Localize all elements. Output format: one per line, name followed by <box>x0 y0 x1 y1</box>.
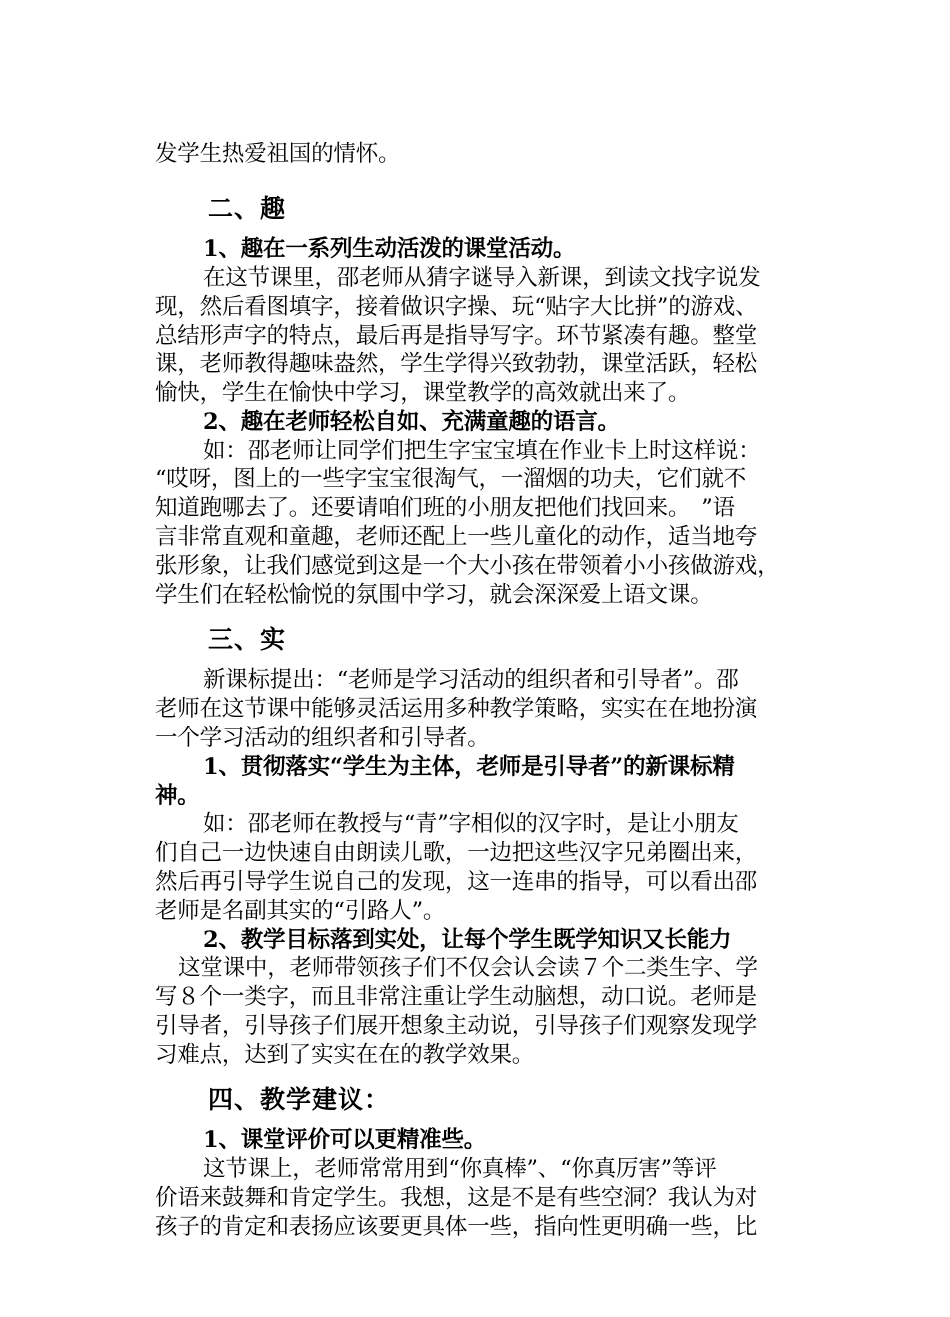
paragraph-line: 一个学习活动的组织者和引导者。 <box>155 725 490 751</box>
paragraph-line: 价语来鼓舞和肯定学生。我想，这是不是有些空洞？我认为对 <box>155 1185 758 1211</box>
paragraph-line: 习难点，达到了实实在在的教学效果。 <box>155 1042 535 1068</box>
paragraph-line: 这堂课中，老师带领孩子们不仅会认会读７个二类生字、学 <box>178 955 758 981</box>
subsection-title: 1、趣在一系列生动活泼的课堂活动。 <box>203 236 576 262</box>
paragraph-line: 老师在这节课中能够灵活运用多种教学策略，实实在在地扮演 <box>155 696 758 722</box>
paragraph-line: 张形象，让我们感觉到这是一个大小孩在带领着小小孩做游戏， <box>155 553 780 579</box>
section-heading: 四、教学建议： <box>208 1085 391 1114</box>
paragraph-line: 学生们在轻松愉悦的氛围中学习，就会深深爱上语文课。 <box>155 582 713 608</box>
paragraph-line: 如：邵老师让同学们把生字宝宝填在作业卡上时这样说： <box>203 438 761 464</box>
paragraph-line: 现，然后看图填字，接着做识字操、玩“贴字大比拼”的游戏、 <box>155 294 758 320</box>
section-heading: 二、趣 <box>208 194 287 223</box>
paragraph-line: 然后再引导学生说自己的发现，这一连串的指导，可以看出邵 <box>155 869 758 895</box>
paragraph-line: “哎呀，图上的一些字宝宝很淘气，一溜烟的功夫，它们就不 <box>155 466 747 492</box>
paragraph-line: 写８个一类字，而且非常注重让学生动脑想，动口说。老师是 <box>155 984 758 1010</box>
paragraph-line: 言非常直观和童趣，老师还配上一些儿童化的动作，适当地夸 <box>155 524 758 550</box>
paragraph-line: 如：邵老师在教授与“青”字相似的汉字时，是让小朋友 <box>203 811 739 837</box>
paragraph-line: 愉快，学生在愉快中学习，课堂教学的高效就出来了。 <box>155 380 691 406</box>
paragraph-line: 总结形声字的特点，最后再是指导写字。环节紧凑有趣。整堂 <box>155 323 758 349</box>
paragraph-line: 这节课上，老师常常用到“你真棒”、“你真厉害”等评 <box>203 1156 717 1182</box>
subsection-title: 1、贯彻落实“学生为主体，老师是引导者”的新课标精 <box>203 754 735 780</box>
subsection-title: 2、教学目标落到实处，让每个学生既学知识又长能力 <box>203 927 732 953</box>
paragraph-line: 知道跑哪去了。还要请咱们班的小朋友把他们找回来。 ”语 <box>155 495 735 521</box>
subsection-title: 神。 <box>155 783 200 809</box>
paragraph-line: 发学生热爱祖国的情怀。 <box>155 141 401 167</box>
paragraph-line: 孩子的肯定和表扬应该要更具体一些，指向性更明确一些，比 <box>155 1214 758 1240</box>
paragraph-line: 新课标提出：“老师是学习活动的组织者和引导者”。邵 <box>203 667 739 693</box>
paragraph-line: 老师是名副其实的“引路人”。 <box>155 898 446 924</box>
subsection-title: 2、趣在老师轻松自如、充满童趣的语言。 <box>203 409 620 435</box>
paragraph-line: 们自己一边快速自由朗读儿歌，一边把这些汉字兄弟圈出来， <box>155 840 758 866</box>
paragraph-line: 在这节课里，邵老师从猜字谜导入新课，到读文找字说发 <box>203 265 761 291</box>
paragraph-line: 引导者，引导孩子们展开想象主动说，引导孩子们观察发现学 <box>155 1013 758 1039</box>
section-heading: 三、实 <box>208 625 287 654</box>
paragraph-line: 课，老师教得趣味盎然，学生学得兴致勃勃，课堂活跃，轻松 <box>155 351 758 377</box>
subsection-title: 1、课堂评价可以更精准些。 <box>203 1127 487 1153</box>
